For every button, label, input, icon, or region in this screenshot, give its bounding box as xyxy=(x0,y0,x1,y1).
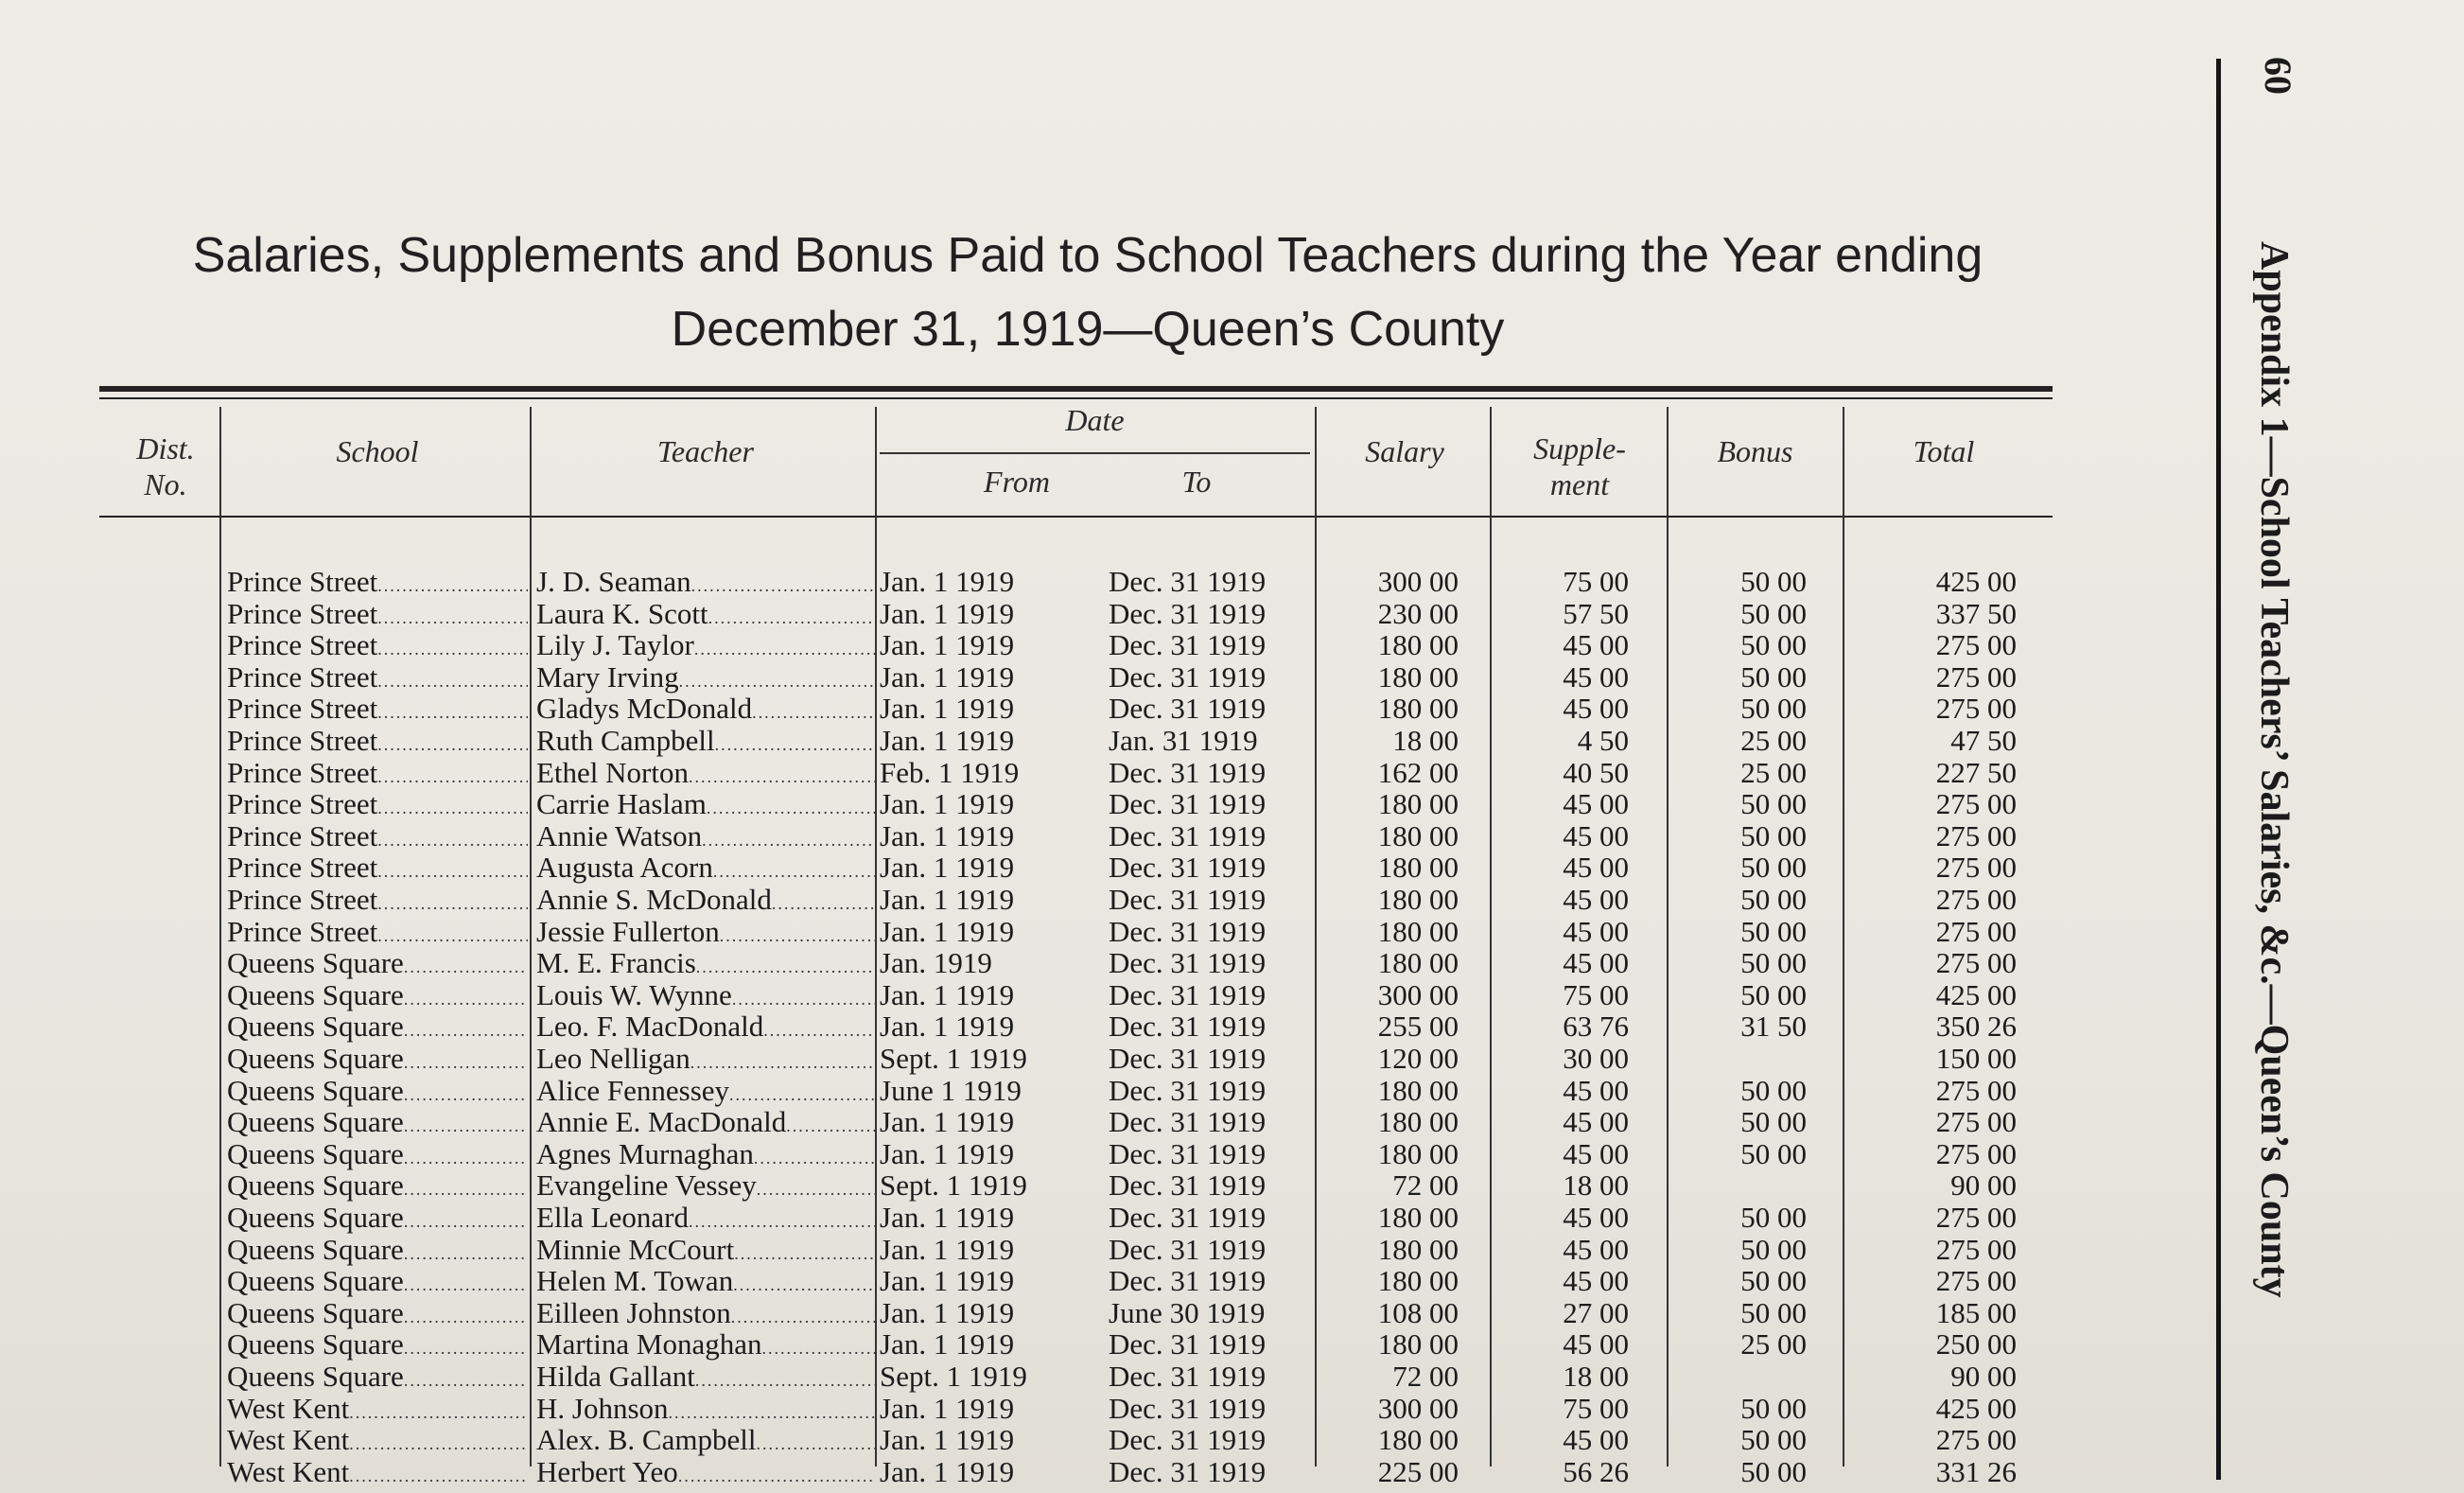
salary-cell: 108 00 xyxy=(1377,1295,1459,1329)
salary-cell: 230 00 xyxy=(1377,596,1459,630)
teacher-cell: Leo. F. MacDonald ..... xyxy=(536,1010,875,1046)
teacher-cell: Ruth Campbell ..... xyxy=(536,725,875,761)
date-to-cell: Dec. 31 1919 xyxy=(1109,1168,1267,1203)
document-title-line-2: December 31, 1919—Queen’s County xyxy=(671,302,1505,357)
date-from-cell: Jan. 1 1919 xyxy=(880,915,1015,948)
supplement-cell: 45 00 xyxy=(1563,1264,1629,1298)
date-from-cell: Jan. 1919 xyxy=(880,947,992,980)
school-cell: Queens Square ..... xyxy=(227,1265,528,1301)
teacher-cell: Helen M. Towan ..... xyxy=(536,1265,875,1301)
header-date: Date xyxy=(1065,403,1125,437)
supplement-cell: 18 00 xyxy=(1563,1360,1629,1393)
total-cell: 337 50 xyxy=(1935,596,2017,630)
supplement-cell: 45 00 xyxy=(1563,946,1629,980)
date-from-cell: Jan. 1 1919 xyxy=(880,1296,1015,1329)
school-cell: Prince Street ..... xyxy=(227,788,528,824)
salary-cell: 225 00 xyxy=(1377,1454,1459,1488)
salary-cell: 180 00 xyxy=(1377,659,1459,694)
salary-cell: 180 00 xyxy=(1377,883,1459,916)
table-row xyxy=(0,725,2081,757)
table-row xyxy=(0,629,2081,661)
header-date-from: From xyxy=(984,465,1050,499)
bonus-cell: 50 00 xyxy=(1740,1454,1807,1488)
bonus-cell: 50 00 xyxy=(1740,1232,1807,1266)
supplement-cell: 4 50 xyxy=(1577,724,1629,757)
school-cell: West Kent ..... xyxy=(227,1424,528,1460)
salary-cell: 180 00 xyxy=(1377,1105,1459,1139)
table-header-bottom-rule xyxy=(99,516,2053,518)
school-cell: Prince Street ..... xyxy=(227,566,528,602)
bonus-cell: 50 00 xyxy=(1740,851,1807,885)
document-title-line-1: Salaries, Supplements and Bonus Paid to School Teachers during the Year ending xyxy=(192,228,1983,283)
supplement-cell: 45 00 xyxy=(1563,628,1629,662)
salary-cell: 300 00 xyxy=(1377,977,1459,1011)
supplement-cell: 45 00 xyxy=(1563,1201,1629,1234)
date-from-cell: Jan. 1 1919 xyxy=(880,725,1015,757)
total-cell: 150 00 xyxy=(1935,1042,2017,1075)
total-cell: 275 00 xyxy=(1935,818,2017,852)
table-row xyxy=(0,916,2081,948)
table-row xyxy=(0,693,2081,725)
school-cell: Queens Square ..... xyxy=(227,1361,528,1396)
total-cell: 90 00 xyxy=(1950,1360,2017,1393)
supplement-cell: 27 00 xyxy=(1563,1295,1629,1329)
supplement-cell: 45 00 xyxy=(1563,1423,1629,1457)
bonus-cell: 50 00 xyxy=(1740,818,1807,852)
teacher-cell: Hilda Gallant ..... xyxy=(536,1361,875,1396)
supplement-cell: 40 50 xyxy=(1563,755,1629,789)
total-cell: 227 50 xyxy=(1935,755,2017,789)
bonus-cell: 50 00 xyxy=(1740,1201,1807,1234)
table-row xyxy=(0,788,2081,820)
date-to-cell: Dec. 31 1919 xyxy=(1109,1105,1267,1139)
table-row xyxy=(0,852,2081,884)
supplement-cell: 45 00 xyxy=(1563,1136,1629,1170)
table-row xyxy=(0,1202,2081,1234)
teacher-cell: J. D. Seaman ..... xyxy=(536,566,875,602)
bonus-cell: 50 00 xyxy=(1740,692,1807,726)
school-cell: Queens Square ..... xyxy=(227,1043,528,1079)
bonus-cell: 50 00 xyxy=(1740,1136,1807,1170)
bonus-cell: 50 00 xyxy=(1740,1295,1807,1329)
date-from-cell: Jan. 1 1919 xyxy=(880,788,1015,821)
page-number: 60 xyxy=(2257,57,2299,95)
supplement-cell: 63 76 xyxy=(1563,1010,1629,1044)
header-dist-no-line-1: Dist. xyxy=(136,431,195,465)
total-cell: 275 00 xyxy=(1935,787,2017,821)
bonus-cell: 25 00 xyxy=(1740,1327,1807,1361)
salary-cell: 180 00 xyxy=(1377,1327,1459,1361)
total-cell: 275 00 xyxy=(1935,946,2017,980)
table-row xyxy=(0,820,2081,852)
table-row xyxy=(0,1297,2081,1329)
table-row xyxy=(0,598,2081,630)
salary-cell: 72 00 xyxy=(1392,1360,1459,1393)
date-to-cell: Dec. 31 1919 xyxy=(1109,596,1267,630)
bonus-cell: 50 00 xyxy=(1740,1423,1807,1457)
bonus-cell: 25 00 xyxy=(1740,755,1807,789)
supplement-cell: 57 50 xyxy=(1563,596,1629,630)
date-to-cell: Dec. 31 1919 xyxy=(1109,1073,1267,1107)
date-from-cell: Jan. 1 1919 xyxy=(880,1455,1015,1488)
school-cell: Prince Street ..... xyxy=(227,820,528,856)
date-from-cell: Jan. 1 1919 xyxy=(880,629,1015,662)
date-from-cell: Jan. 1 1919 xyxy=(880,1233,1015,1266)
total-cell: 275 00 xyxy=(1935,659,2017,694)
total-cell: 275 00 xyxy=(1935,1232,2017,1266)
header-dist-no-line-2: No. xyxy=(144,467,187,501)
total-cell: 185 00 xyxy=(1935,1295,2017,1329)
date-from-cell: Sept. 1 1919 xyxy=(880,1043,1027,1075)
bonus-cell: 50 00 xyxy=(1740,977,1807,1011)
table-top-rule-thick xyxy=(99,386,2053,392)
date-to-cell: Dec. 31 1919 xyxy=(1109,1232,1267,1266)
date-to-cell: Dec. 31 1919 xyxy=(1109,628,1267,662)
total-cell: 350 26 xyxy=(1935,1010,2017,1044)
date-to-cell: June 30 1919 xyxy=(1109,1295,1266,1329)
table-row xyxy=(0,947,2081,979)
teacher-cell: Carrie Haslam ..... xyxy=(536,788,875,824)
bonus-cell: 50 00 xyxy=(1740,1264,1807,1298)
salary-cell: 180 00 xyxy=(1377,851,1459,885)
date-from-cell: Jan. 1 1919 xyxy=(880,1328,1015,1361)
school-cell: Queens Square ..... xyxy=(227,1010,528,1046)
teacher-cell: Laura K. Scott ..... xyxy=(536,598,875,634)
date-to-cell: Dec. 31 1919 xyxy=(1109,883,1267,916)
date-to-cell: Dec. 31 1919 xyxy=(1109,1423,1267,1457)
table-top-rule-thin xyxy=(99,397,2053,399)
running-head: Appendix 1—School Teachers’ Salaries, &c.—Queen’s County xyxy=(2252,241,2296,1298)
table-row xyxy=(0,1234,2081,1266)
date-to-cell: Dec. 31 1919 xyxy=(1109,1042,1267,1075)
salary-cell: 180 00 xyxy=(1377,787,1459,821)
salary-cell: 180 00 xyxy=(1377,1232,1459,1266)
date-from-cell: Jan. 1 1919 xyxy=(880,660,1015,694)
school-cell: Queens Square ..... xyxy=(227,1202,528,1238)
table-row xyxy=(0,1456,2081,1488)
school-cell: Queens Square ..... xyxy=(227,1106,528,1142)
date-from-cell: Jan. 1 1919 xyxy=(880,978,1015,1011)
table-row xyxy=(0,884,2081,916)
school-cell: Queens Square ..... xyxy=(227,947,528,983)
bonus-cell: 50 00 xyxy=(1740,787,1807,821)
date-from-cell: Jan. 1 1919 xyxy=(880,1392,1015,1425)
bonus-cell: 25 00 xyxy=(1740,724,1807,757)
supplement-cell: 45 00 xyxy=(1563,1073,1629,1107)
salary-cell: 180 00 xyxy=(1377,1136,1459,1170)
bonus-cell: 50 00 xyxy=(1740,1105,1807,1139)
school-cell: Prince Street ..... xyxy=(227,916,528,952)
bonus-cell: 50 00 xyxy=(1740,914,1807,948)
date-to-cell: Dec. 31 1919 xyxy=(1109,1264,1267,1298)
header-supplement xyxy=(1494,430,1665,502)
teacher-cell: Ella Leonard ..... xyxy=(536,1202,875,1238)
supplement-cell: 30 00 xyxy=(1563,1042,1629,1075)
header-total: Total xyxy=(1913,434,1975,468)
bonus-cell: 50 00 xyxy=(1740,946,1807,980)
total-cell: 275 00 xyxy=(1935,1073,2017,1107)
header-teacher: Teacher xyxy=(657,434,754,468)
header-school: School xyxy=(336,434,419,468)
teacher-cell: Martina Monaghan ..... xyxy=(536,1328,875,1364)
teacher-cell: H. Johnson ..... xyxy=(536,1393,875,1429)
header-salary: Salary xyxy=(1365,434,1444,468)
date-to-cell: Dec. 31 1919 xyxy=(1109,1327,1267,1361)
date-from-cell: Feb. 1 1919 xyxy=(880,756,1020,789)
bonus-cell: 50 00 xyxy=(1740,596,1807,630)
date-to-cell: Dec. 31 1919 xyxy=(1109,914,1267,948)
supplement-cell: 45 00 xyxy=(1563,883,1629,916)
table-row xyxy=(0,566,2081,598)
school-cell: Queens Square ..... xyxy=(227,1328,528,1364)
date-to-cell: Dec. 31 1919 xyxy=(1109,818,1267,852)
date-from-cell: Jan. 1 1919 xyxy=(880,693,1015,726)
total-cell: 275 00 xyxy=(1935,1423,2017,1457)
teacher-cell: Ethel Norton ..... xyxy=(536,757,875,793)
date-from-cell: Sept. 1 1919 xyxy=(880,1361,1027,1393)
date-to-cell: Dec. 31 1919 xyxy=(1109,1201,1267,1234)
total-cell: 47 50 xyxy=(1950,724,2017,757)
date-to-cell: Jan. 31 1919 xyxy=(1109,724,1258,757)
table-row xyxy=(0,1361,2081,1393)
teacher-cell: Annie E. MacDonald ..... xyxy=(536,1106,875,1142)
table-row xyxy=(0,1075,2081,1107)
table-row xyxy=(0,1265,2081,1297)
teacher-cell: Augusta Acorn ..... xyxy=(536,852,875,887)
total-cell: 275 00 xyxy=(1935,1136,2017,1170)
date-to-cell: Dec. 31 1919 xyxy=(1109,1136,1267,1170)
date-from-cell: Jan. 1 1919 xyxy=(880,1106,1015,1139)
school-cell: Queens Square ..... xyxy=(227,1297,528,1333)
supplement-cell: 45 00 xyxy=(1563,1105,1629,1139)
table-row xyxy=(0,1424,2081,1456)
supplement-cell: 45 00 xyxy=(1563,851,1629,885)
date-from-cell: Jan. 1 1919 xyxy=(880,1265,1015,1298)
school-cell: Queens Square ..... xyxy=(227,1075,528,1111)
date-to-cell: Dec. 31 1919 xyxy=(1109,692,1267,726)
date-to-cell: Dec. 31 1919 xyxy=(1109,946,1267,980)
header-supplement-line-1: Supple- xyxy=(1533,431,1626,465)
total-cell: 331 26 xyxy=(1935,1454,2017,1488)
teacher-cell: Alex. B. Campbell ..... xyxy=(536,1424,875,1460)
school-cell: Queens Square ..... xyxy=(227,1234,528,1270)
salary-cell: 180 00 xyxy=(1377,1423,1459,1457)
table-row xyxy=(0,1010,2081,1043)
supplement-cell: 75 00 xyxy=(1563,565,1629,598)
teacher-cell: Agnes Murnaghan ..... xyxy=(536,1138,875,1174)
supplement-cell: 45 00 xyxy=(1563,659,1629,694)
table-row xyxy=(0,1043,2081,1075)
teacher-cell: Leo Nelligan ..... xyxy=(536,1043,875,1079)
teacher-cell: Herbert Yeo ..... xyxy=(536,1456,875,1492)
salary-cell: 255 00 xyxy=(1377,1010,1459,1044)
salary-cell: 180 00 xyxy=(1377,818,1459,852)
supplement-cell: 18 00 xyxy=(1563,1168,1629,1203)
date-to-cell: Dec. 31 1919 xyxy=(1109,1010,1267,1044)
school-cell: Prince Street ..... xyxy=(227,661,528,697)
header-date-to: To xyxy=(1181,465,1212,499)
teacher-cell: Alice Fennessey ..... xyxy=(536,1075,875,1111)
date-from-cell: Sept. 1 1919 xyxy=(880,1169,1027,1203)
salary-cell: 180 00 xyxy=(1377,914,1459,948)
date-from-cell: Jan. 1 1919 xyxy=(880,1137,1015,1170)
salary-cell: 180 00 xyxy=(1377,628,1459,662)
teacher-cell: Evangeline Vessey ..... xyxy=(536,1169,875,1205)
date-to-cell: Dec. 31 1919 xyxy=(1109,787,1267,821)
total-cell: 425 00 xyxy=(1935,1391,2017,1425)
teacher-cell: Gladys McDonald ..... xyxy=(536,693,875,729)
header-dist-no xyxy=(104,430,227,502)
date-header-subrule xyxy=(880,452,1310,454)
bonus-cell: 50 00 xyxy=(1740,1073,1807,1107)
table-row xyxy=(0,1393,2081,1425)
school-cell: West Kent ..... xyxy=(227,1456,528,1492)
date-to-cell: Dec. 31 1919 xyxy=(1109,755,1267,789)
teacher-cell: Annie S. McDonald ..... xyxy=(536,884,875,920)
date-to-cell: Dec. 31 1919 xyxy=(1109,1454,1267,1488)
date-to-cell: Dec. 31 1919 xyxy=(1109,851,1267,885)
table-row xyxy=(0,1169,2081,1202)
supplement-cell: 45 00 xyxy=(1563,1327,1629,1361)
total-cell: 275 00 xyxy=(1935,628,2017,662)
date-from-cell: Jan. 1 1919 xyxy=(880,819,1015,852)
school-cell: West Kent ..... xyxy=(227,1393,528,1429)
salary-cell: 162 00 xyxy=(1377,755,1459,789)
salary-cell: 120 00 xyxy=(1377,1042,1459,1075)
total-cell: 275 00 xyxy=(1935,1264,2017,1298)
teacher-cell: Mary Irving ..... xyxy=(536,661,875,697)
total-cell: 250 00 xyxy=(1935,1327,2017,1361)
school-cell: Prince Street ..... xyxy=(227,884,528,920)
date-from-cell: Jan. 1 1919 xyxy=(880,852,1015,885)
salary-cell: 180 00 xyxy=(1377,946,1459,980)
school-cell: Queens Square ..... xyxy=(227,1138,528,1174)
supplement-cell: 75 00 xyxy=(1563,1391,1629,1425)
salary-cell: 300 00 xyxy=(1377,565,1459,598)
teacher-cell: Minnie McCourt ..... xyxy=(536,1234,875,1270)
teacher-cell: Louis W. Wynne ..... xyxy=(536,979,875,1015)
table-row xyxy=(0,979,2081,1011)
table-row xyxy=(0,1106,2081,1138)
supplement-cell: 45 00 xyxy=(1563,692,1629,726)
date-from-cell: Jan. 1 1919 xyxy=(880,1424,1015,1457)
bonus-cell: 31 50 xyxy=(1740,1010,1807,1044)
bonus-cell: 50 00 xyxy=(1740,565,1807,598)
salary-cell: 300 00 xyxy=(1377,1391,1459,1425)
salary-cell: 18 00 xyxy=(1392,724,1459,757)
bonus-cell: 50 00 xyxy=(1740,659,1807,694)
total-cell: 425 00 xyxy=(1935,977,2017,1011)
salary-cell: 72 00 xyxy=(1392,1168,1459,1203)
supplement-cell: 45 00 xyxy=(1563,914,1629,948)
school-cell: Prince Street ..... xyxy=(227,693,528,729)
school-cell: Prince Street ..... xyxy=(227,852,528,887)
salary-cell: 180 00 xyxy=(1377,1264,1459,1298)
date-from-cell: June 1 1919 xyxy=(880,1074,1022,1107)
school-cell: Prince Street ..... xyxy=(227,725,528,761)
supplement-cell: 45 00 xyxy=(1563,818,1629,852)
total-cell: 90 00 xyxy=(1950,1168,2017,1203)
date-to-cell: Dec. 31 1919 xyxy=(1109,659,1267,694)
school-cell: Prince Street ..... xyxy=(227,757,528,793)
total-cell: 275 00 xyxy=(1935,851,2017,885)
date-from-cell: Jan. 1 1919 xyxy=(880,884,1015,916)
page-margin-rule xyxy=(2216,59,2221,1480)
supplement-cell: 56 26 xyxy=(1563,1454,1629,1488)
teacher-cell: Annie Watson ..... xyxy=(536,820,875,856)
table-row xyxy=(0,1328,2081,1361)
teacher-cell: Eilleen Johnston ..... xyxy=(536,1297,875,1333)
salary-cell: 180 00 xyxy=(1377,692,1459,726)
supplement-cell: 75 00 xyxy=(1563,977,1629,1011)
date-to-cell: Dec. 31 1919 xyxy=(1109,1360,1267,1393)
teacher-cell: M. E. Francis ..... xyxy=(536,947,875,983)
date-to-cell: Dec. 31 1919 xyxy=(1109,565,1267,598)
school-cell: Queens Square ..... xyxy=(227,1169,528,1205)
total-cell: 275 00 xyxy=(1935,883,2017,916)
table-row xyxy=(0,1138,2081,1170)
total-cell: 275 00 xyxy=(1935,914,2017,948)
school-cell: Prince Street ..... xyxy=(227,629,528,665)
teacher-cell: Lily J. Taylor ..... xyxy=(536,629,875,665)
total-cell: 275 00 xyxy=(1935,692,2017,726)
date-from-cell: Jan. 1 1919 xyxy=(880,597,1015,630)
supplement-cell: 45 00 xyxy=(1563,787,1629,821)
table-row xyxy=(0,661,2081,694)
date-from-cell: Jan. 1 1919 xyxy=(880,1010,1015,1044)
table-row xyxy=(0,757,2081,789)
bonus-cell: 50 00 xyxy=(1740,628,1807,662)
date-from-cell: Jan. 1 1919 xyxy=(880,1202,1015,1234)
bonus-cell: 50 00 xyxy=(1740,1391,1807,1425)
salary-cell: 180 00 xyxy=(1377,1201,1459,1234)
supplement-cell: 45 00 xyxy=(1563,1232,1629,1266)
total-cell: 425 00 xyxy=(1935,565,2017,598)
school-cell: Prince Street ..... xyxy=(227,598,528,634)
bonus-cell: 50 00 xyxy=(1740,883,1807,916)
total-cell: 275 00 xyxy=(1935,1105,2017,1139)
salary-cell: 180 00 xyxy=(1377,1073,1459,1107)
header-bonus: Bonus xyxy=(1717,434,1793,468)
date-to-cell: Dec. 31 1919 xyxy=(1109,1391,1267,1425)
total-cell: 275 00 xyxy=(1935,1201,2017,1234)
date-from-cell: Jan. 1 1919 xyxy=(880,566,1015,598)
school-cell: Queens Square ..... xyxy=(227,979,528,1015)
header-supplement-line-2: ment xyxy=(1549,467,1610,501)
teacher-cell: Jessie Fullerton ..... xyxy=(536,916,875,952)
date-to-cell: Dec. 31 1919 xyxy=(1109,977,1267,1011)
